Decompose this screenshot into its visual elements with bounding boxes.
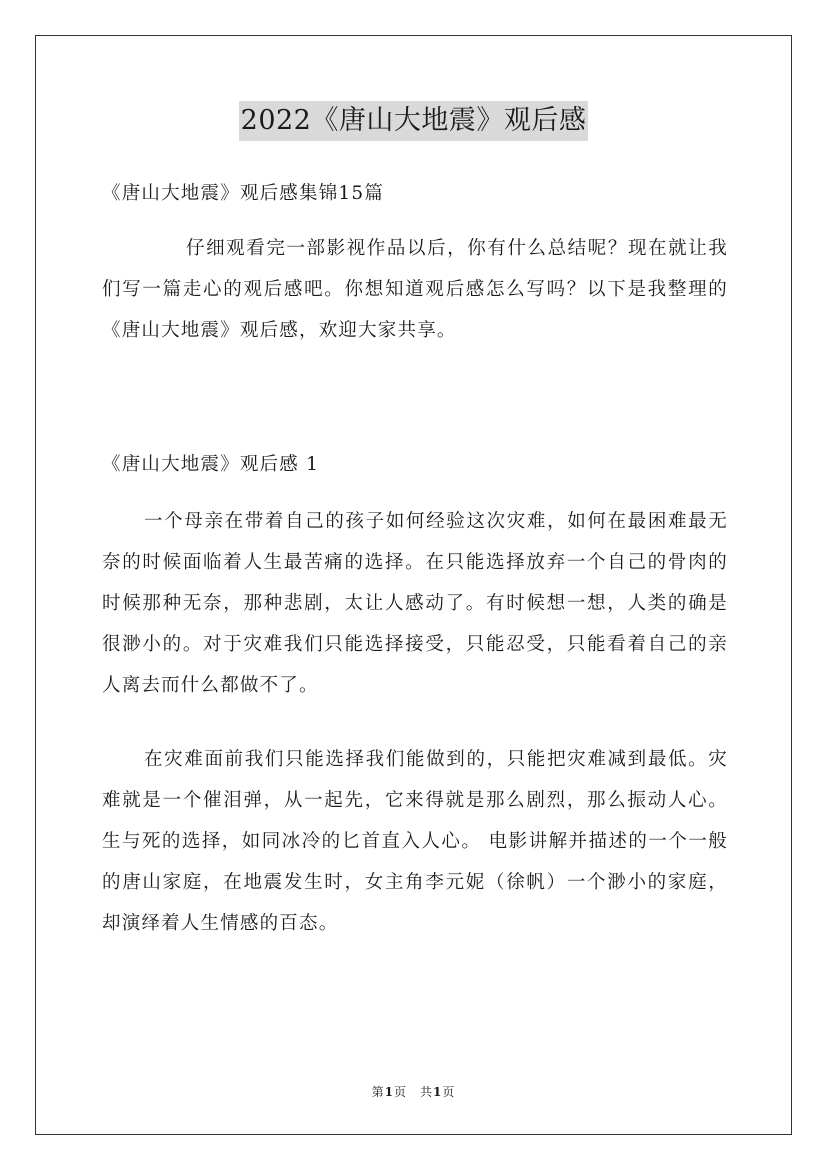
page-mid: 页 共 [393,1085,433,1099]
collection-heading: 《唐山大地震》观后感集锦15篇 [102,183,385,204]
document-title: 2022《唐山大地震》观后感 [239,101,589,141]
section-heading: 《唐山大地震》观后感 1 [102,454,320,475]
page-suffix: 页 [442,1085,456,1099]
page-prefix: 第 [371,1085,385,1099]
page-current: 1 [384,1085,394,1099]
body-paragraph-2: 在灾难面前我们只能选择我们能做到的，只能把灾难减到最低。灾难就是一个催泪弹，从一起先，它来得就是那么剧烈，那么振动人心。生与死的选择，如同冰冷的匕首直入人心。 电影讲解并描述的一个一般的唐山家庭，在地震发生时，女主角李元妮（徐帆）一个渺小的家庭，却演绎着人生情感的百态。 [102,749,728,934]
title-container [0,101,827,141]
body-paragraph-1: 一个母亲在带着自己的孩子如何经验这次灾难，如何在最困难最无奈的时候面临着人生最苦痛的选择。在只能选择放弃一个自己的骨肉的时候那种无奈，那种悲剧，太让人感动了。有时候想一想，人类的确是很渺小的。对于灾难我们只能选择接受，只能忍受，只能看着自己的亲人离去而什么都做不了。 [102,511,728,696]
intro-paragraph: 仔细观看完一部影视作品以后，你有什么总结呢？现在就让我们写一篇走心的观后感吧。你想知道观后感怎么写吗？以下是我整理的《唐山大地震》观后感，欢迎大家共享。 [102,238,728,341]
page-footer [0,1083,827,1100]
page-total: 1 [433,1085,443,1099]
